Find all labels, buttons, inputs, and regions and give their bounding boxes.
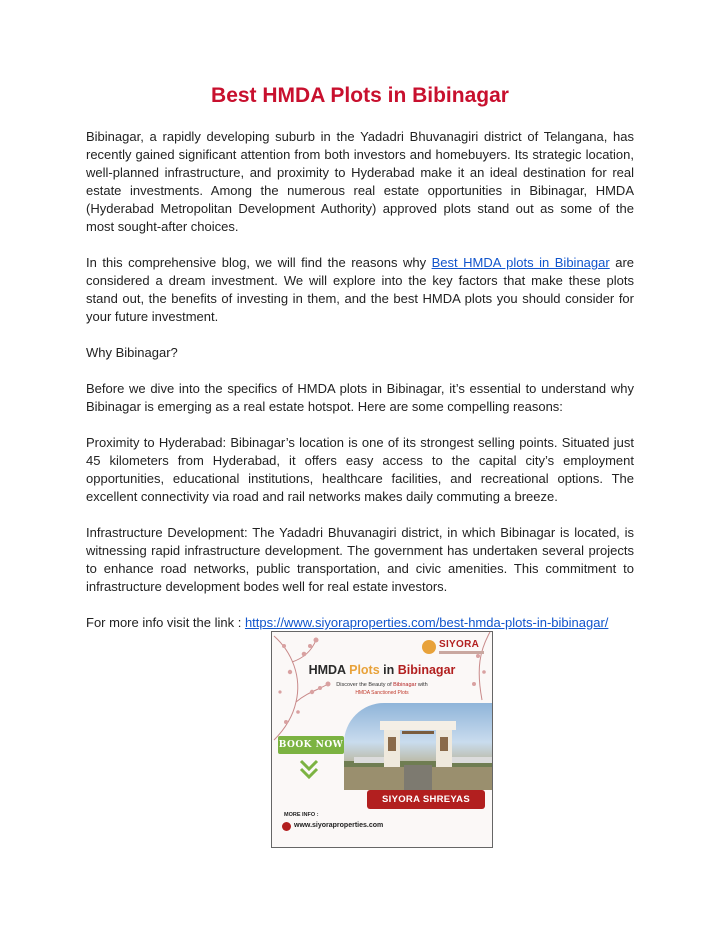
siyora-logo: [422, 638, 484, 660]
flyer-subtitle-2: HMDA Sanctioned Plots: [355, 690, 409, 696]
gate-illustration: [344, 703, 492, 790]
flyer-title: [272, 663, 492, 677]
best-hmda-plots-link[interactable]: Best HMDA plots in Bibinagar: [431, 255, 610, 270]
globe-icon: [282, 822, 291, 831]
more-info-label: MORE INFO :: [284, 812, 319, 818]
flyer-title-highlight: Plots: [349, 663, 380, 677]
siyora-url-link[interactable]: https://www.siyoraproperties.com/best-hmda-plots-in-bibinagar/: [244, 615, 609, 630]
flyer-subtitle-text: with: [416, 682, 428, 688]
paragraph-blog-intro: [86, 254, 634, 326]
paragraph-text: In this comprehensive blog, we will find the reasons why: [86, 255, 432, 270]
paragraph-proximity: Proximity to Hyderabad: Bibinagar’s location is one of its strongest selling points. Situated just 45 kilometers from Hyderabad, it offers easy access to the capital city’s employment opportunities, educational institutions, healthcare facilities, and recreational options. The excellent connectivity via road and rail networks makes daily commuting a breeze.: [86, 435, 634, 504]
flyer-subtitle-highlight: Bibinagar: [393, 682, 417, 688]
website-text: www.siyoraproperties.com: [294, 822, 384, 829]
book-now-button: BOOK NOW: [278, 736, 344, 754]
paragraph-more-info: [86, 614, 634, 632]
double-chevron-down-icon: [298, 758, 320, 780]
article-body: [86, 128, 634, 650]
flyer-title-location: Bibinagar: [397, 663, 456, 677]
paragraph-intro: Bibinagar, a rapidly developing suburb in the Yadadri Bhuvanagiri district of Telangana, has recently gained significant attention from both investors and homebuyers. Its strategic location, well-planned infrastructure, and proximity to Hyderabad make it an ideal destination for real estate investments. Among the numerous real estate opportunities in Bibinagar, HMDA (Hyderabad Metropolitan Development Authority) approved plots stand out as some of the most sought-after choices.: [86, 129, 634, 234]
flyer-subtitle: [272, 682, 492, 688]
paragraph-infrastructure: Infrastructure Development: The Yadadri Bhuvanagiri district, in which Bibinagar is located, is witnessing rapid infrastructure development. The government has undertaken several projects to enhance road networks, public transportation, and civic amenities. This commitment to infrastructure development bodes well for real estate investors.: [86, 525, 634, 594]
logo-tagline-bar: [439, 651, 484, 654]
promo-flyer-image: [271, 631, 493, 848]
flyer-title-part: HMDA: [308, 663, 350, 677]
paragraph-text: are considered a dream investment. We will explore into the key factors that make these plots stand out, the benefits of investing in them, and the best HMDA plots you should consider for your future investment.: [86, 255, 635, 324]
section-heading-why-bibinagar: Why Bibinagar?: [86, 345, 178, 360]
paragraph-hotspot: Before we dive into the specifics of HMDA plots in Bibinagar, it’s essential to understand why Bibinagar is emerging as a real estate hotspot. Here are some compelling reasons:: [86, 381, 634, 414]
flyer-subtitle-text: Discover the Beauty of: [336, 682, 394, 688]
property-gate-photo: [344, 703, 492, 790]
flyer-title-part: in: [379, 663, 398, 677]
paragraph-text: For more info visit the link :: [86, 615, 245, 630]
project-name-badge: SIYORA SHREYAS: [367, 790, 485, 809]
logo-mark-icon: [422, 640, 436, 654]
page-title: Best HMDA Plots in Bibinagar: [211, 84, 509, 107]
logo-text: SIYORA: [439, 639, 480, 650]
